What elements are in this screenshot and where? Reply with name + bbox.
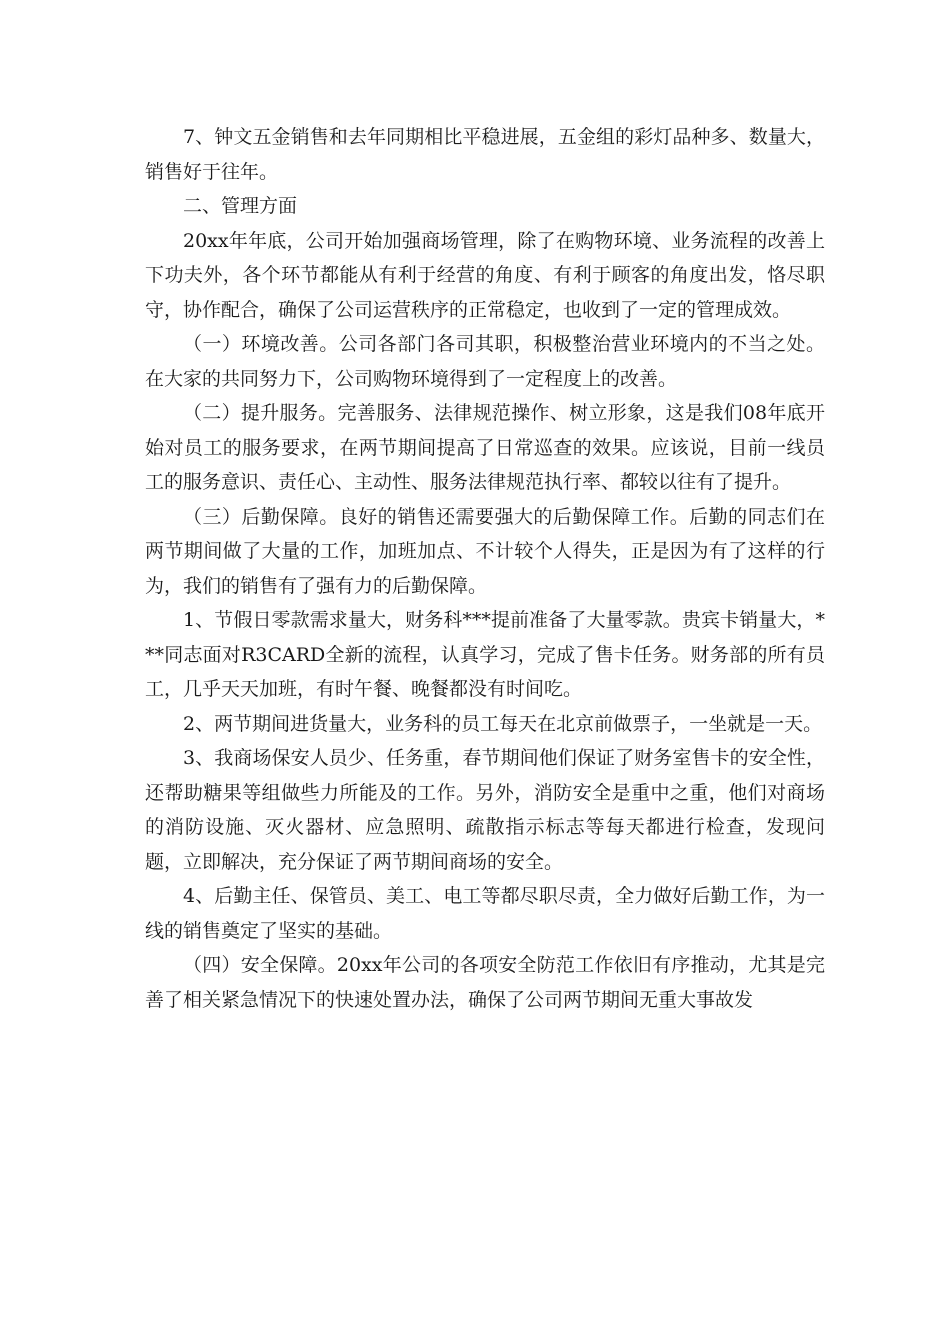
paragraph-hardware-sales: 7、钟文五金销售和去年同期相比平稳进展，五金组的彩灯品种多、数量大，销售好于往年。	[145, 126, 825, 183]
paragraph-environment: （一）环境改善。公司各部门各司其职，积极整治营业环境内的不当之处。在大家的共同努力下，公司购物环境得到了一定程度上的改善。	[145, 333, 825, 390]
paragraph-logistics: （三）后勤保障。良好的销售还需要强大的后勤保障工作。后勤的同志们在两节期间做了大量的工作，加班加点、不计较个人得失，正是因为有了这样的行为，我们的销售有了强有力的后勤保障。	[145, 505, 825, 597]
paragraph-safety: （四）安全保障。20xx年公司的各项安全防范工作依旧有序推动，尤其是完善了相关紧急情况下的快速处置办法，确保了公司两节期间无重大事故发	[145, 954, 825, 1011]
document-body	[145, 120, 825, 1017]
paragraph-logistics-item-2: 2、两节期间进货量大，业务科的员工每天在北京前做票子，一坐就是一天。	[183, 712, 823, 735]
paragraph-service: （二）提升服务。完善服务、法律规范操作、树立形象，这是我们08年底开始对员工的服务要求，在两节期间提高了日常巡查的效果。应该说，目前一线员工的服务意识、责任心、主动性、服务法律规范执行率、都较以往有了提升。	[145, 402, 825, 493]
paragraph-management-intro: 20xx年年底，公司开始加强商场管理，除了在购物环境、业务流程的改善上下功夫外，各个环节都能从有利于经营的角度、有利于顾客的角度出发，恪尽职守，协作配合，确保了公司运营秩序的正常稳定，也收到了一定的管理成效。	[145, 229, 825, 321]
section-heading-management: 二、管理方面	[183, 195, 298, 217]
paragraph-logistics-item-1: 1、节假日零款需求量大，财务科***提前准备了大量零款。贵宾卡销量大，***同志面对R3CARD全新的流程，认真学习，完成了售卡任务。财务部的所有员工，几乎天天加班，有时午餐、晚餐都没有时间吃。	[145, 609, 825, 700]
paragraph-logistics-item-4: 4、后勤主任、保管员、美工、电工等都尽职尽责，全力做好后勤工作，为一线的销售奠定了坚实的基础。	[145, 885, 825, 942]
paragraph-logistics-item-3: 3、我商场保安人员少、任务重，春节期间他们保证了财务室售卡的安全性，还帮助糖果等组做些力所能及的工作。另外，消防安全是重中之重，他们对商场的消防设施、灭火器材、应急照明、疏散指示标志等每天都进行检查，发现问题，立即解决，充分保证了两节期间商场的安全。	[145, 747, 825, 873]
